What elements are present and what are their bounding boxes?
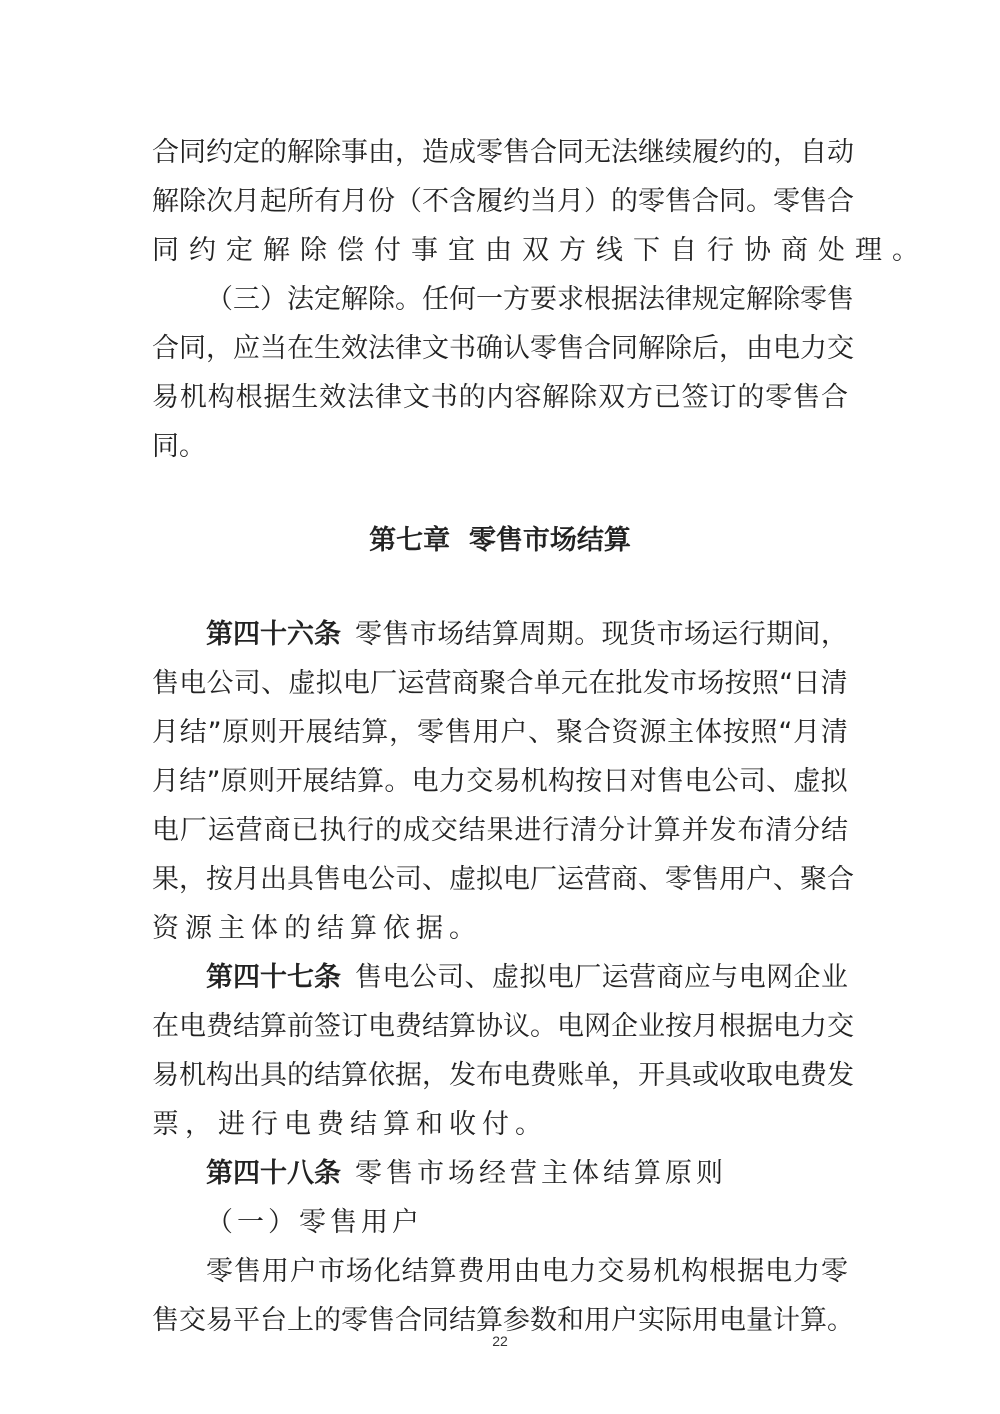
text-line: 售 电 公 司 、 虚 拟 电 厂 运 营 商 聚 合 单 元 在 批 发 市 场 按 照 “ 日 清 — [152, 668, 848, 699]
text-line: 资源主体的结算依据。 — [152, 913, 482, 944]
text-line: 解 除 次 月 起 所 有 月 份 （ 不 含 履 约 当 月 ） 的 零 售 合 同 。 零 售 合 — [152, 186, 854, 217]
text-line: 票，进行电费结算和收付。 — [152, 1109, 548, 1140]
article-47-first-line — [152, 953, 848, 1002]
article-46-heading: 第四十六条 — [206, 619, 341, 650]
text-line: （ 三 ） 法 定 解 除 。 任 何 一 方 要 求 根 据 法 律 规 定 解 除 零 售 — [206, 284, 854, 315]
text-line: 在 电 费 结 算 前 签 订 电 费 结 算 协 议 。 电 网 企 业 按 月 根 据 电 力 交 — [152, 1011, 854, 1042]
text-line: 合 同 约 定 的 解 除 事 由 ， 造 成 零 售 合 同 无 法 继 续 履 约 的 ， 自 动 — [152, 137, 854, 168]
text-line: 果 ， 按 月 出 具 售 电 公 司 、 虚 拟 电 厂 运 营 商 、 零 售 用 户 、 聚 合 — [152, 864, 854, 895]
text-line: 零 售 市 场 结 算 周 期 。 现 货 市 场 运 行 期 间 ， — [355, 619, 848, 650]
text-line: 同。 — [152, 431, 206, 462]
text-line: 零 售 用 户 市 场 化 结 算 费 用 由 电 力 交 易 机 构 根 据 电 力 零 — [206, 1256, 848, 1287]
article-47-heading: 第四十七条 — [206, 962, 341, 993]
text-line: 售 交 易 平 台 上 的 零 售 合 同 结 算 参 数 和 用 户 实 际 用 电 量 计 算 。 — [152, 1305, 854, 1336]
text-line: 合 同 ， 应 当 在 生 效 法 律 文 书 确 认 零 售 合 同 解 除 后 ， 由 电 力 交 — [152, 333, 854, 364]
text-line: 零售市场经营主体结算原则 — [355, 1158, 727, 1189]
article-48-line — [152, 1149, 848, 1198]
text-line: 月 结 ” 原 则 开 展 结 算 。 电 力 交 易 机 构 按 日 对 售 电 公 司 、 虚 拟 — [152, 766, 848, 797]
text-line: 电 厂 运 营 商 已 执 行 的 成 交 结 果 进 行 清 分 计 算 并 发 布 清 分 结 — [152, 815, 848, 846]
text-line: 月 结 ” 原 则 开 展 结 算 ， 零 售 用 户 、 聚 合 资 源 主 体 按 照 “ 月 清 — [152, 717, 848, 748]
text-line: 易 机 构 根 据 生 效 法 律 文 书 的 内 容 解 除 双 方 已 签 订 的 零 售 合 — [152, 382, 848, 413]
text-line: 同约定解除偿付事宜由双方线下自行协商处理。 — [152, 235, 929, 266]
text-line: 易 机 构 出 具 的 结 算 依 据 ， 发 布 电 费 账 单 ， 开 具 或 收 取 电 费 发 — [152, 1060, 854, 1091]
sub-heading-1: （一）零售用户 — [206, 1207, 423, 1238]
chapter-title: 第七章 零售市场结算 — [369, 525, 631, 556]
page-number: 22 — [492, 1333, 508, 1349]
text-line: 售 电 公 司 、 虚 拟 电 厂 运 营 商 应 与 电 网 企 业 — [355, 962, 848, 993]
article-46-first-line — [152, 610, 848, 659]
document-body — [152, 128, 929, 1345]
article-48-heading: 第四十八条 — [206, 1158, 341, 1189]
